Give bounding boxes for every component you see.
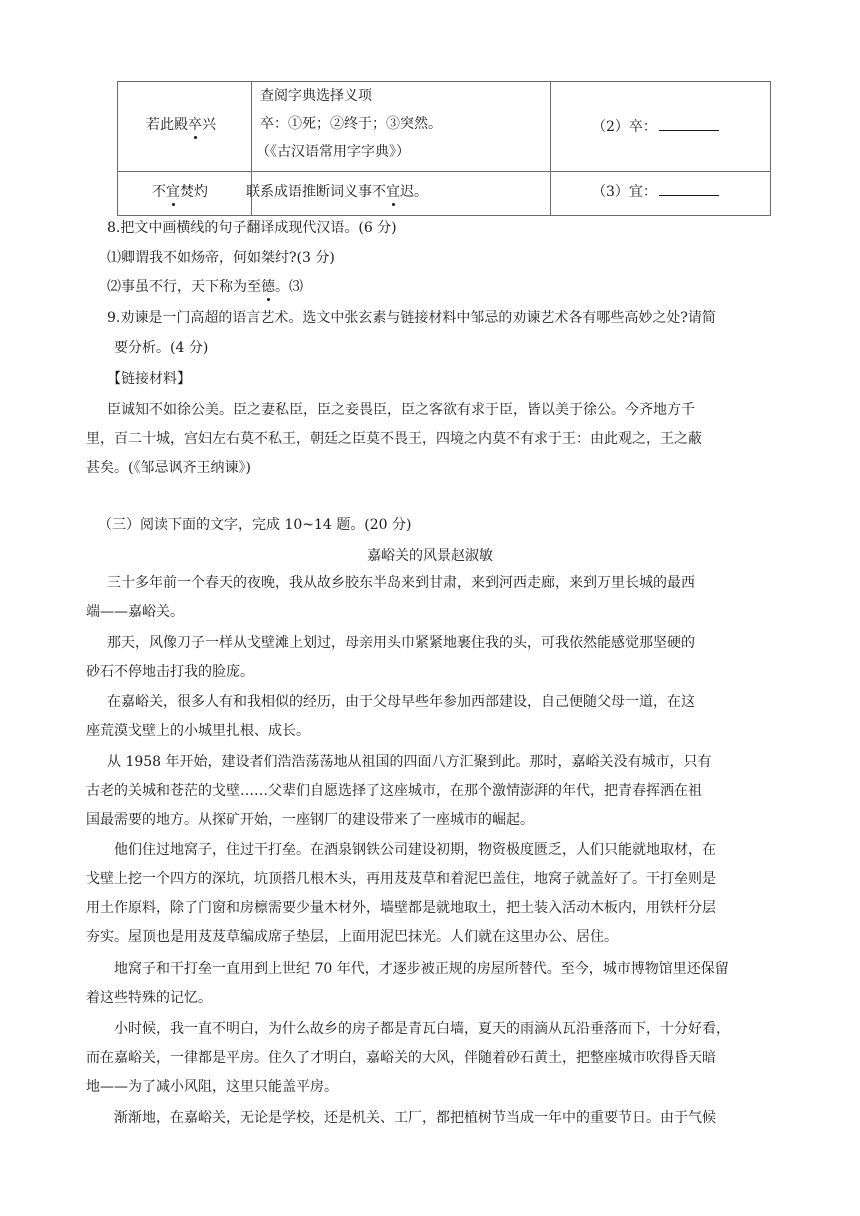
paragraph-line: 砂石不停地击打我的脸庞。 xyxy=(86,664,254,680)
paragraph-line: 他们住过地窝子，住过干打垒。在酒泉钢铁公司建设初期，物资极度匮乏，人们只能就地取材，在 xyxy=(114,842,716,858)
paragraph-line: 地窝子和干打垒一直用到上世纪 70 年代，才逐步被正规的房屋所替代。至今，城市博物馆里还保留 xyxy=(114,961,729,977)
answer-blank[interactable] xyxy=(659,183,719,196)
table-row2-method xyxy=(246,183,428,201)
word-text: 兴 xyxy=(202,117,216,133)
question-9-line: 9.劝谏是一门高超的语言艺术。选文中张玄素与链接材料中邹忌的劝谏艺术各有哪些高妙之处?请简 xyxy=(107,310,716,326)
table-divider xyxy=(118,171,770,172)
method-text: 联系成语推断词义事不 xyxy=(246,184,386,200)
paragraph-line: 端——嘉峪关。 xyxy=(86,604,184,620)
question-9-line: 要分析。(4 分) xyxy=(114,340,209,356)
paragraph-line: 三十多年前一个春天的夜晚，我从故乡胶东半岛来到甘肃，来到河西走廊，来到万里长城的最西 xyxy=(107,575,695,591)
paragraph-line: 渐渐地，在嘉峪关，无论是学校，还是机关、工厂，都把植树节当成一年中的重要节日。由于气候 xyxy=(114,1110,716,1126)
link-material-line: 甚矣。(《邹忌讽齐王纳谏》) xyxy=(86,460,251,476)
link-material-line: 臣诚知不如徐公美。臣之妻私臣，臣之妾畏臣，臣之客欲有求于臣，皆以美于徐公。今齐地方千 xyxy=(107,402,695,418)
table-row1-method-line: 卒：①死；②终于；③突然。 xyxy=(260,116,442,132)
table-row1-method-line: （《古汉语常用字字典》） xyxy=(256,144,410,160)
answer-label: （3）宜： xyxy=(592,184,657,200)
paragraph-line: 座荒漠戈壁上的小城里扎根、成长。 xyxy=(86,723,310,739)
question-8-title: 8.把文中画横线的句子翻译成现代汉语。(6 分) xyxy=(107,220,397,236)
paragraph-line: 戈壁上挖一个四方的深坑，坑顶搭几根木头，再用芨芨草和着泥巴盖住，地窝子就盖好了。干打垒则是 xyxy=(86,871,716,887)
question-8-sentence-2 xyxy=(107,278,303,296)
sentence-text: 。⑶ xyxy=(275,279,303,295)
article-title: 嘉峪关的风景赵淑敏 xyxy=(367,548,493,564)
emphasis-char: 宜 xyxy=(166,184,180,200)
paragraph-line: 着这些特殊的记忆。 xyxy=(86,990,212,1006)
paragraph-line: 夯实。屋顶也是用芨芨草编成席子垫层，上面用泥巴抹光。人们就在这里办公、居住。 xyxy=(86,929,618,945)
table-row1-answer xyxy=(592,118,719,136)
paragraph-line: 用土作原料，除了门窗和房檩需要少量木材外，墙壁都是就地取土，把土装入活动木板内，用铁杆分层 xyxy=(86,900,716,916)
paragraph-line: 从 1958 年开始，建设者们浩浩荡荡地从祖国的四面八方汇聚到此。那时，嘉峪关没有城市，只有 xyxy=(107,754,712,770)
paragraph-line: 小时候，我一直不明白，为什么故乡的房子都是青瓦白墙，夏天的雨滴从瓦沿垂落而下，十分好看， xyxy=(114,1021,730,1037)
table-row2-word xyxy=(152,183,208,201)
method-text: 迟。 xyxy=(400,184,428,200)
paragraph-line: 国最需要的地方。从探矿开始，一座钢厂的建设带来了一座城市的崛起。 xyxy=(86,812,534,828)
answer-blank[interactable] xyxy=(659,118,719,131)
emphasis-char: 卒 xyxy=(188,117,202,133)
paragraph-line: 地——为了减小风阻，这里只能盖平房。 xyxy=(86,1079,338,1095)
section-3-intro: （三）阅读下面的文字，完成 10~14 题。(20 分) xyxy=(98,517,412,533)
paragraph-line: 那天，风像刀子一样从戈壁滩上划过，母亲用头巾紧紧地裹住我的头，可我依然能感觉那坚硬的 xyxy=(107,635,695,651)
word-text: 焚灼 xyxy=(180,184,208,200)
table-row1-word xyxy=(146,116,216,134)
paragraph-line: 在嘉峪关，很多人有和我相似的经历，由于父母早些年参加西部建设，自己便随父母一道，在这 xyxy=(107,694,695,710)
word-text: 不 xyxy=(152,184,166,200)
sentence-text: ⑵事虽不行，天下称为至 xyxy=(107,279,261,295)
answer-label: （2）卒： xyxy=(592,119,657,135)
table-divider xyxy=(550,82,551,215)
table-row2-answer xyxy=(592,183,719,201)
emphasis-char: 宜 xyxy=(386,184,400,200)
emphasis-char: 德 xyxy=(261,279,275,295)
vocab-table xyxy=(117,81,771,216)
link-material-line: 里，百二十城，宫妇左右莫不私王，朝廷之臣莫不畏王，四境之内莫不有求于王：由此观之，王之蔽 xyxy=(86,431,702,447)
paragraph-line: 而在嘉峪关，一律都是平房。住久了才明白，嘉峪关的大风，伴随着砂石黄土，把整座城市吹得昏天暗 xyxy=(86,1050,716,1066)
paragraph-line: 古老的关城和苍茫的戈壁……父辈们自愿选择了这座城市，在那个激情澎湃的年代，把青春挥洒在祖 xyxy=(86,783,702,799)
link-material-header: 【链接材料】 xyxy=(107,371,191,387)
word-text: 若此殿 xyxy=(146,117,188,133)
table-row1-method-line: 查阅字典选择义项 xyxy=(260,88,372,104)
question-8-sentence-1: ⑴卿谓我不如炀帝，何如桀纣?(3 分) xyxy=(107,250,335,266)
